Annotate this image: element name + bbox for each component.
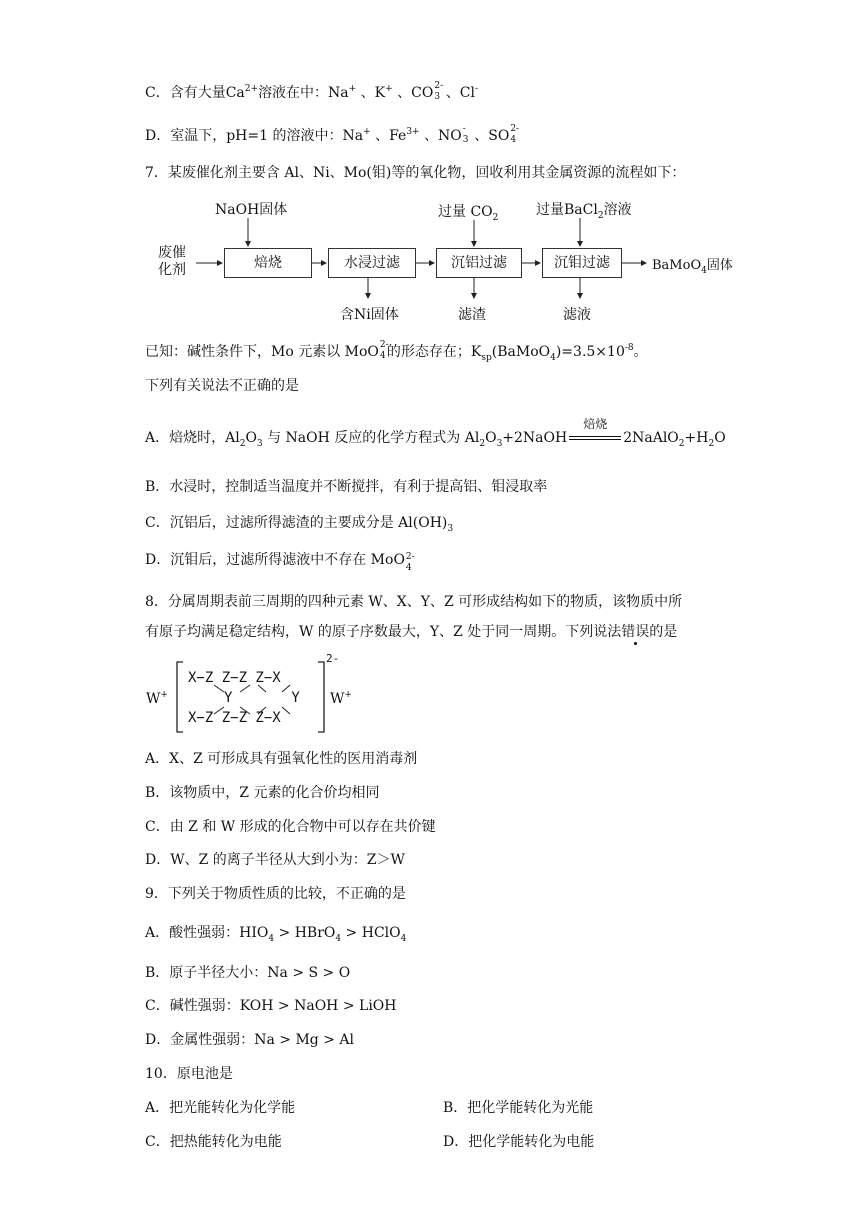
- structure-w-left: W+: [146, 690, 168, 707]
- question-10: 10．原电池是: [145, 1066, 233, 1082]
- flow-naoh: NaOH固体: [215, 202, 288, 218]
- option-7b: B．水浸时，控制适当温度并不断搅拌，有利于提高铝、钼浸取率: [145, 479, 548, 495]
- flow-out-ni: 含Ni固体: [340, 307, 399, 323]
- option-10b: B．把化学能转化为光能: [443, 1100, 594, 1116]
- flow-step-al: 沉铝过滤: [436, 248, 522, 278]
- structure-w-right: W+: [330, 690, 352, 707]
- structure-row-mid: Y Y: [224, 690, 300, 706]
- option-6c: C．含有大量$Ca^{2+}$溶液在中：Na+ 、K+ 、CO 2- 3 、Cl-: [145, 81, 479, 102]
- option-8b: B．该物质中，Z 元素的化合价均相同: [145, 785, 380, 801]
- flow-co2: 过量 $CO_2$: [438, 204, 499, 223]
- option-8d: D．W、Z 的离子半径从大到小为：Z＞W: [145, 852, 405, 868]
- flow-out-filtrate: 滤液: [563, 307, 591, 323]
- structure-charge: 2-: [326, 652, 340, 665]
- option-10a: A．把光能转化为化学能: [145, 1100, 296, 1116]
- option-7a: A．焙烧时，$Al_2O_3$ 与 NaOH 反应的化学方程式为 $Al_2O_3+2NaOH$ 焙烧 $2NaAlO_2+H_2O$: [145, 417, 726, 449]
- known-info: 已知：碱性条件下，Mo 元素以 MoO 2- 4 的形态存在；$K_{sp}(BaMoO_4)=3.5\times 10^{-8}$。: [145, 340, 648, 363]
- option-10d: D．把化学能转化为电能: [443, 1134, 595, 1150]
- option-9a: A．酸性强弱：$HIO_4$ > HBrO$_4$ > HClO$_4$: [145, 925, 407, 944]
- option-7c: C．沉铝后，过滤所得滤渣的主要成分是 $Al(OH)_3$: [145, 515, 454, 534]
- structure-row-bottom: X−Z Z−Z Z−X: [188, 710, 281, 726]
- question-8-line2: 有原子均满足稳定结构，W 的原子序数最大，Y、Z 处于同一周期。下列说法错误的是: [145, 624, 678, 640]
- option-7d: D．沉钼后，过滤所得滤液中不存在 MoO 2- 4: [145, 552, 415, 573]
- question-8-line1: 8．分属周期表前三周期的四种元素 W、X、Y、Z 可形成结构如下的物质，该物质中所: [145, 594, 683, 610]
- question-7: 7．某废催化剂主要含 Al、Ni、Mo(钼)等的氧化物，回收利用其金属资源的流程如下：: [145, 165, 686, 181]
- question-7-ask: 下列有关说法不正确的是: [145, 378, 299, 394]
- option-10c: C．把热能转化为电能: [145, 1134, 282, 1150]
- option-8a: A．X、Z 可形成具有强氧化性的医用消毒剂: [145, 751, 418, 767]
- flow-input: 废催 化剂: [158, 245, 186, 278]
- flow-step-mo: 沉钼过滤: [542, 248, 622, 278]
- flow-bacl2: 过量BaCl$_2$溶液: [536, 202, 632, 221]
- option-8c: C．由 Z 和 W 形成的化合物中可以存在共价键: [145, 819, 436, 835]
- question-9: 9．下列关于物质性质的比较，不正确的是: [145, 886, 406, 902]
- flow-step-leach: 水浸过滤: [328, 248, 416, 278]
- option-9c: C．碱性强弱：KOH > NaOH > LiOH: [145, 998, 397, 1014]
- option-6d: D．室温下，pH=1 的溶液中：Na+ 、$Fe^{3+}$ 、NO - 3 、SO 2- 4: [145, 124, 520, 145]
- option-9d: D．金属性强弱：Na > Mg > Al: [145, 1032, 354, 1048]
- flow-out-residue: 滤渣: [458, 307, 486, 323]
- flow-product: BaMoO$_4$固体: [652, 258, 733, 276]
- option-9b: B．原子半径大小：Na > S > O: [145, 965, 351, 981]
- flow-step-roast: 焙烧: [224, 248, 312, 278]
- structure-row-top: X−Z Z−Z Z−X: [188, 670, 281, 686]
